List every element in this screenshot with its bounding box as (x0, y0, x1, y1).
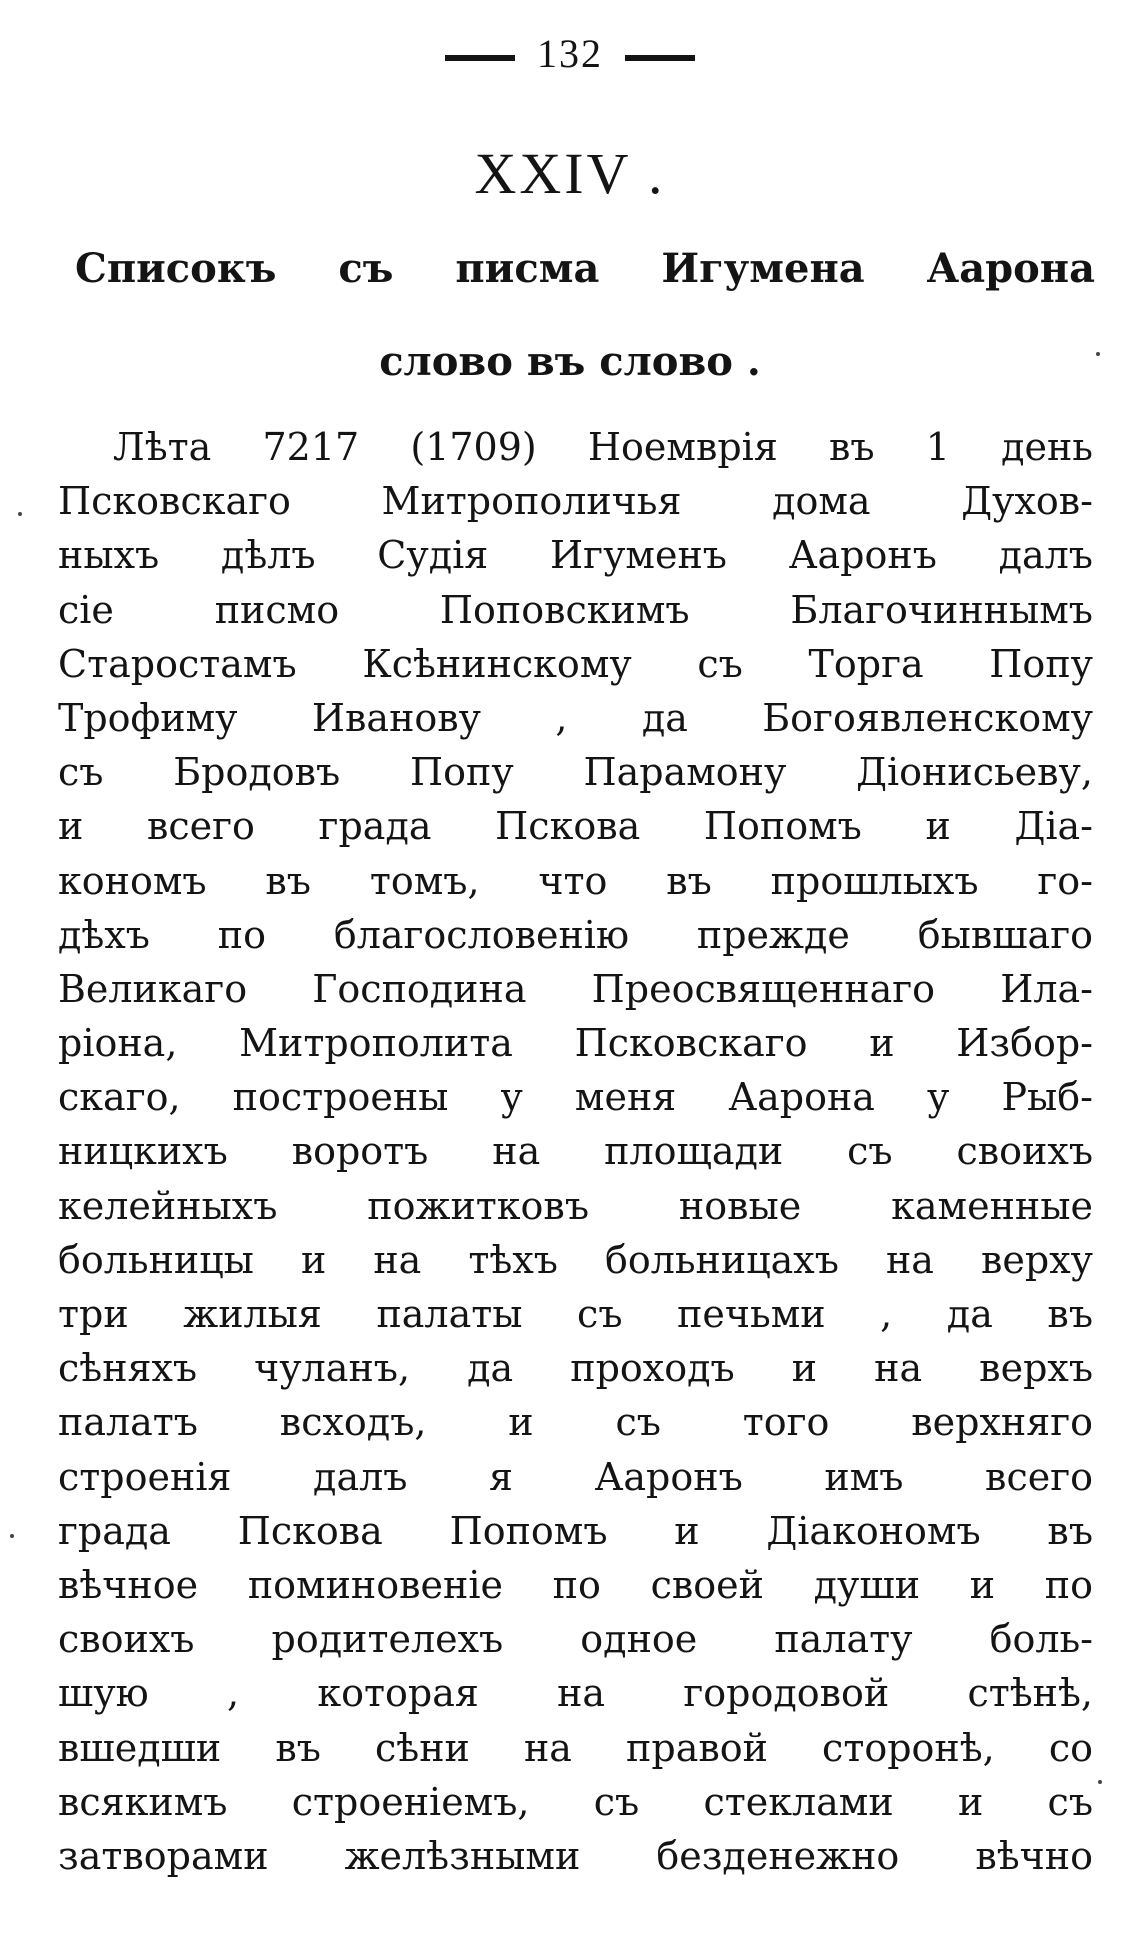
print-speck (1096, 352, 1100, 356)
title-word: Аарона (926, 245, 1095, 292)
text-line: келейныхъ пожитковъ новые каменные (58, 1183, 1093, 1228)
text-line: своихъ родителехъ одное палату боль- (58, 1617, 1093, 1662)
text-line: ріона, Митрополита Псковскаго и Избор- (58, 1021, 1093, 1066)
right-dash (625, 55, 695, 61)
print-speck (10, 1534, 14, 1538)
title-word: писма (455, 245, 600, 292)
page-header (0, 30, 1140, 77)
text-line: ныхъ дѣлъ Судія Игуменъ Ааронъ далъ (58, 533, 1093, 578)
body-text (58, 420, 1093, 1883)
text-line: и всего града Пскова Попомъ и Діа- (58, 804, 1093, 849)
left-dash (445, 55, 515, 61)
text-line: сѣняхъ чуланъ, да проходъ и на верхъ (58, 1346, 1093, 1391)
page-number: 132 (537, 31, 603, 76)
title-word: Игумена (661, 245, 865, 292)
title-line-1 (75, 245, 1095, 292)
title-word: Списокъ (75, 245, 277, 292)
text-line: палатъ всходъ, и съ того верхняго (58, 1400, 1093, 1445)
text-line: шую , которая на городовой стѣнѣ, (58, 1671, 1093, 1716)
text-line: строенія далъ я Ааронъ имъ всего (58, 1454, 1093, 1499)
text-line: Старостамъ Ксѣнинскому съ Торга Попу (58, 641, 1093, 686)
text-line: съ Бродовъ Попу Парамону Діонисьеву, (58, 750, 1093, 795)
text-line: ницкихъ воротъ на площади съ своихъ (58, 1129, 1093, 1174)
title-line-2: слово въ слово . (379, 338, 761, 385)
text-line: Великаго Господина Преосвященнаго Ила- (58, 966, 1093, 1011)
text-line: дѣхъ по благословенію прежде бывшаго (58, 912, 1093, 957)
text-line: скаго, построены у меня Аарона у Рыб- (58, 1075, 1093, 1120)
text-line: Лѣта 7217 (1709) Ноемврія въ 1 день (113, 425, 1093, 469)
print-speck (18, 512, 22, 516)
text-line: града Пскова Попомъ и Діакономъ въ (58, 1508, 1093, 1553)
text-line: кономъ въ томъ, что въ прошлыхъ го- (58, 858, 1093, 903)
title-word: съ (338, 245, 394, 292)
text-line: больницы и на тѣхъ больницахъ на верху (58, 1237, 1093, 1282)
text-line: три жилыя палаты съ печьми , да въ (58, 1292, 1093, 1336)
text-line: Псковскаго Митрополичья дома Духов- (58, 479, 1093, 524)
text-line: вшедши въ сѣни на правой сторонѣ, со (58, 1725, 1093, 1770)
text-line: затворами желѣзными безденежно вѣчно (58, 1833, 1093, 1878)
text-line: вѣчное поминовеніе по своей души и по (58, 1562, 1093, 1607)
text-line: сіе писмо Поповскимъ Благочиннымъ (58, 587, 1093, 632)
chapter-number: XXIV . (474, 141, 666, 206)
text-line: Трофиму Иванову , да Богоявленскому (58, 695, 1093, 740)
text-line: всякимъ строеніемъ, съ стеклами и съ (58, 1779, 1093, 1824)
print-speck (1098, 1780, 1102, 1784)
